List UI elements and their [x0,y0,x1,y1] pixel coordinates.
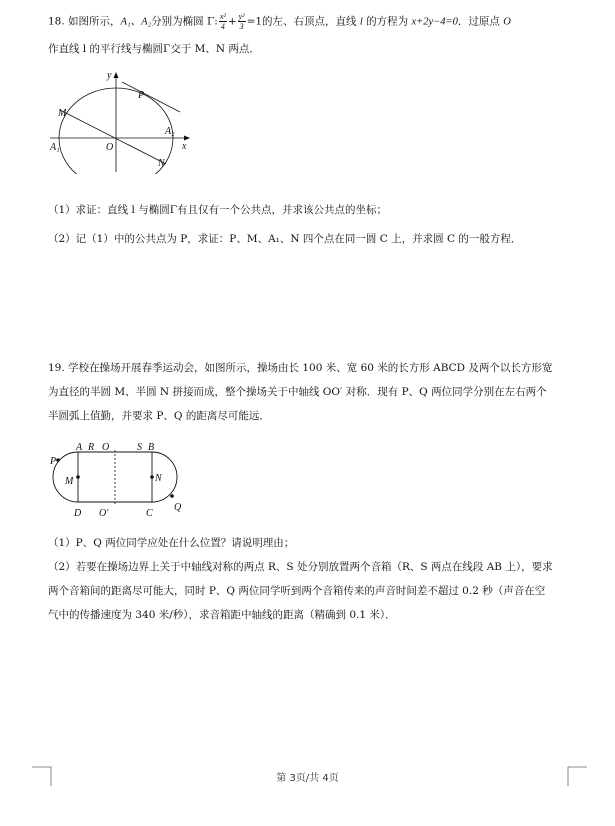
frac1-num: x² [219,12,226,21]
label-r: R [88,442,95,453]
q18-line1-e: 的方程为 [362,15,412,28]
q18-line1-d: =1的左、右顶点，直线 [246,15,360,28]
label-m2: M [65,476,74,487]
label-s: S [137,442,142,453]
q18-line1-a: 18. 如图所示， [48,15,121,28]
q18-part2: （2）记（1）中的公共点为 P，求证：P、M、A₁、N 四个点在同一圆 C 上，并求圆 C 的一般方程． [48,233,522,245]
plus-sign: + [227,15,237,28]
label-n2: N [155,473,162,484]
q18-line1-c: 分别为椭圆 Γ: [151,15,218,28]
q19-figure [48,438,193,522]
q18-origin: O [503,16,511,28]
q19-part1: （1）P、Q 两位同学应处在什么位置？请说明理由； [48,537,295,549]
page-footer: 第 3页/共 4页 [276,773,339,784]
frac2-num: y² [238,12,245,21]
label-d: D [74,508,82,519]
q18-line1 [48,12,578,31]
label-m: M [58,108,67,119]
q18-line-l: l [359,16,363,28]
q18-frac2 [238,12,246,31]
x-axis-arrow [184,136,190,141]
label-p2: P [50,456,57,467]
label-a1: A₁ [50,142,60,153]
q19-line1: 19. 学校在操场开展春季运动会，如图所示，操场由长 100 米、宽 60 米的长方形 ABCD 及两个以长方形宽 [48,362,553,374]
line-l [122,82,180,112]
q18-line1-vertices: A₁、A₂ [120,16,152,28]
q19-part2-line3: 气中的传播速度为 340 米/秒），求音箱距中轴线的距离（精确到 0.1 米）． [48,609,396,621]
label-p: P [138,90,145,101]
q18-part1: （1）求证：直线 l 与椭圆Γ有且仅有一个公共点，并求该公共点的坐标； [48,204,387,216]
frac1-den: 4 [220,22,225,31]
q19-part2-line2: 两个音箱间的距离尽可能大，同时 P、Q 两位同学听到两个音箱传来的声音时间差不超过 0.2 秒（声音在空 [48,585,546,597]
point-n [150,475,154,479]
label-o-prime: O′ [99,508,109,519]
point-p [56,458,60,462]
label-a: A [76,442,83,453]
label-a2: A₂ [165,126,175,137]
label-o: O [106,142,114,153]
label-n: N [158,158,165,169]
line-mn [60,110,166,164]
label-c: C [146,508,153,519]
label-b: B [148,442,155,453]
q18-line2: 作直线 l 的平行线与椭圆Γ交于 M、N 两点． [48,43,260,55]
q18-line1-f: ．过原点 [457,15,504,28]
q19-line2: 为直径的半圆 M、半圆 N 拼接而成，整个操场关于中轴线 OO′ 对称．现有 P、Q 两位同学分别在左右两个 [48,386,547,398]
q19-line3: 半圆弧上值勤，并要求 P、Q 的距离尽可能远． [48,410,270,422]
y-axis-arrow [114,72,119,78]
point-m [76,475,80,479]
label-y: y [107,70,112,81]
corner-mark-left [32,766,52,786]
label-q2: Q [174,502,182,513]
q19-part2-line1: （2）若要在操场边界上关于中轴线对称的两点 R、S 处分别放置两个音箱（R、S 两点在线段 AB 上），要求 [48,561,553,573]
q18-equation: x+2y−4=0 [411,16,458,28]
frac2-den: 3 [239,22,244,31]
q18-frac1 [219,12,227,31]
label-x: x [182,141,187,152]
label-o-top: O [102,442,110,453]
q18-figure [48,68,198,174]
corner-mark-right [567,766,587,786]
point-q [170,494,174,498]
